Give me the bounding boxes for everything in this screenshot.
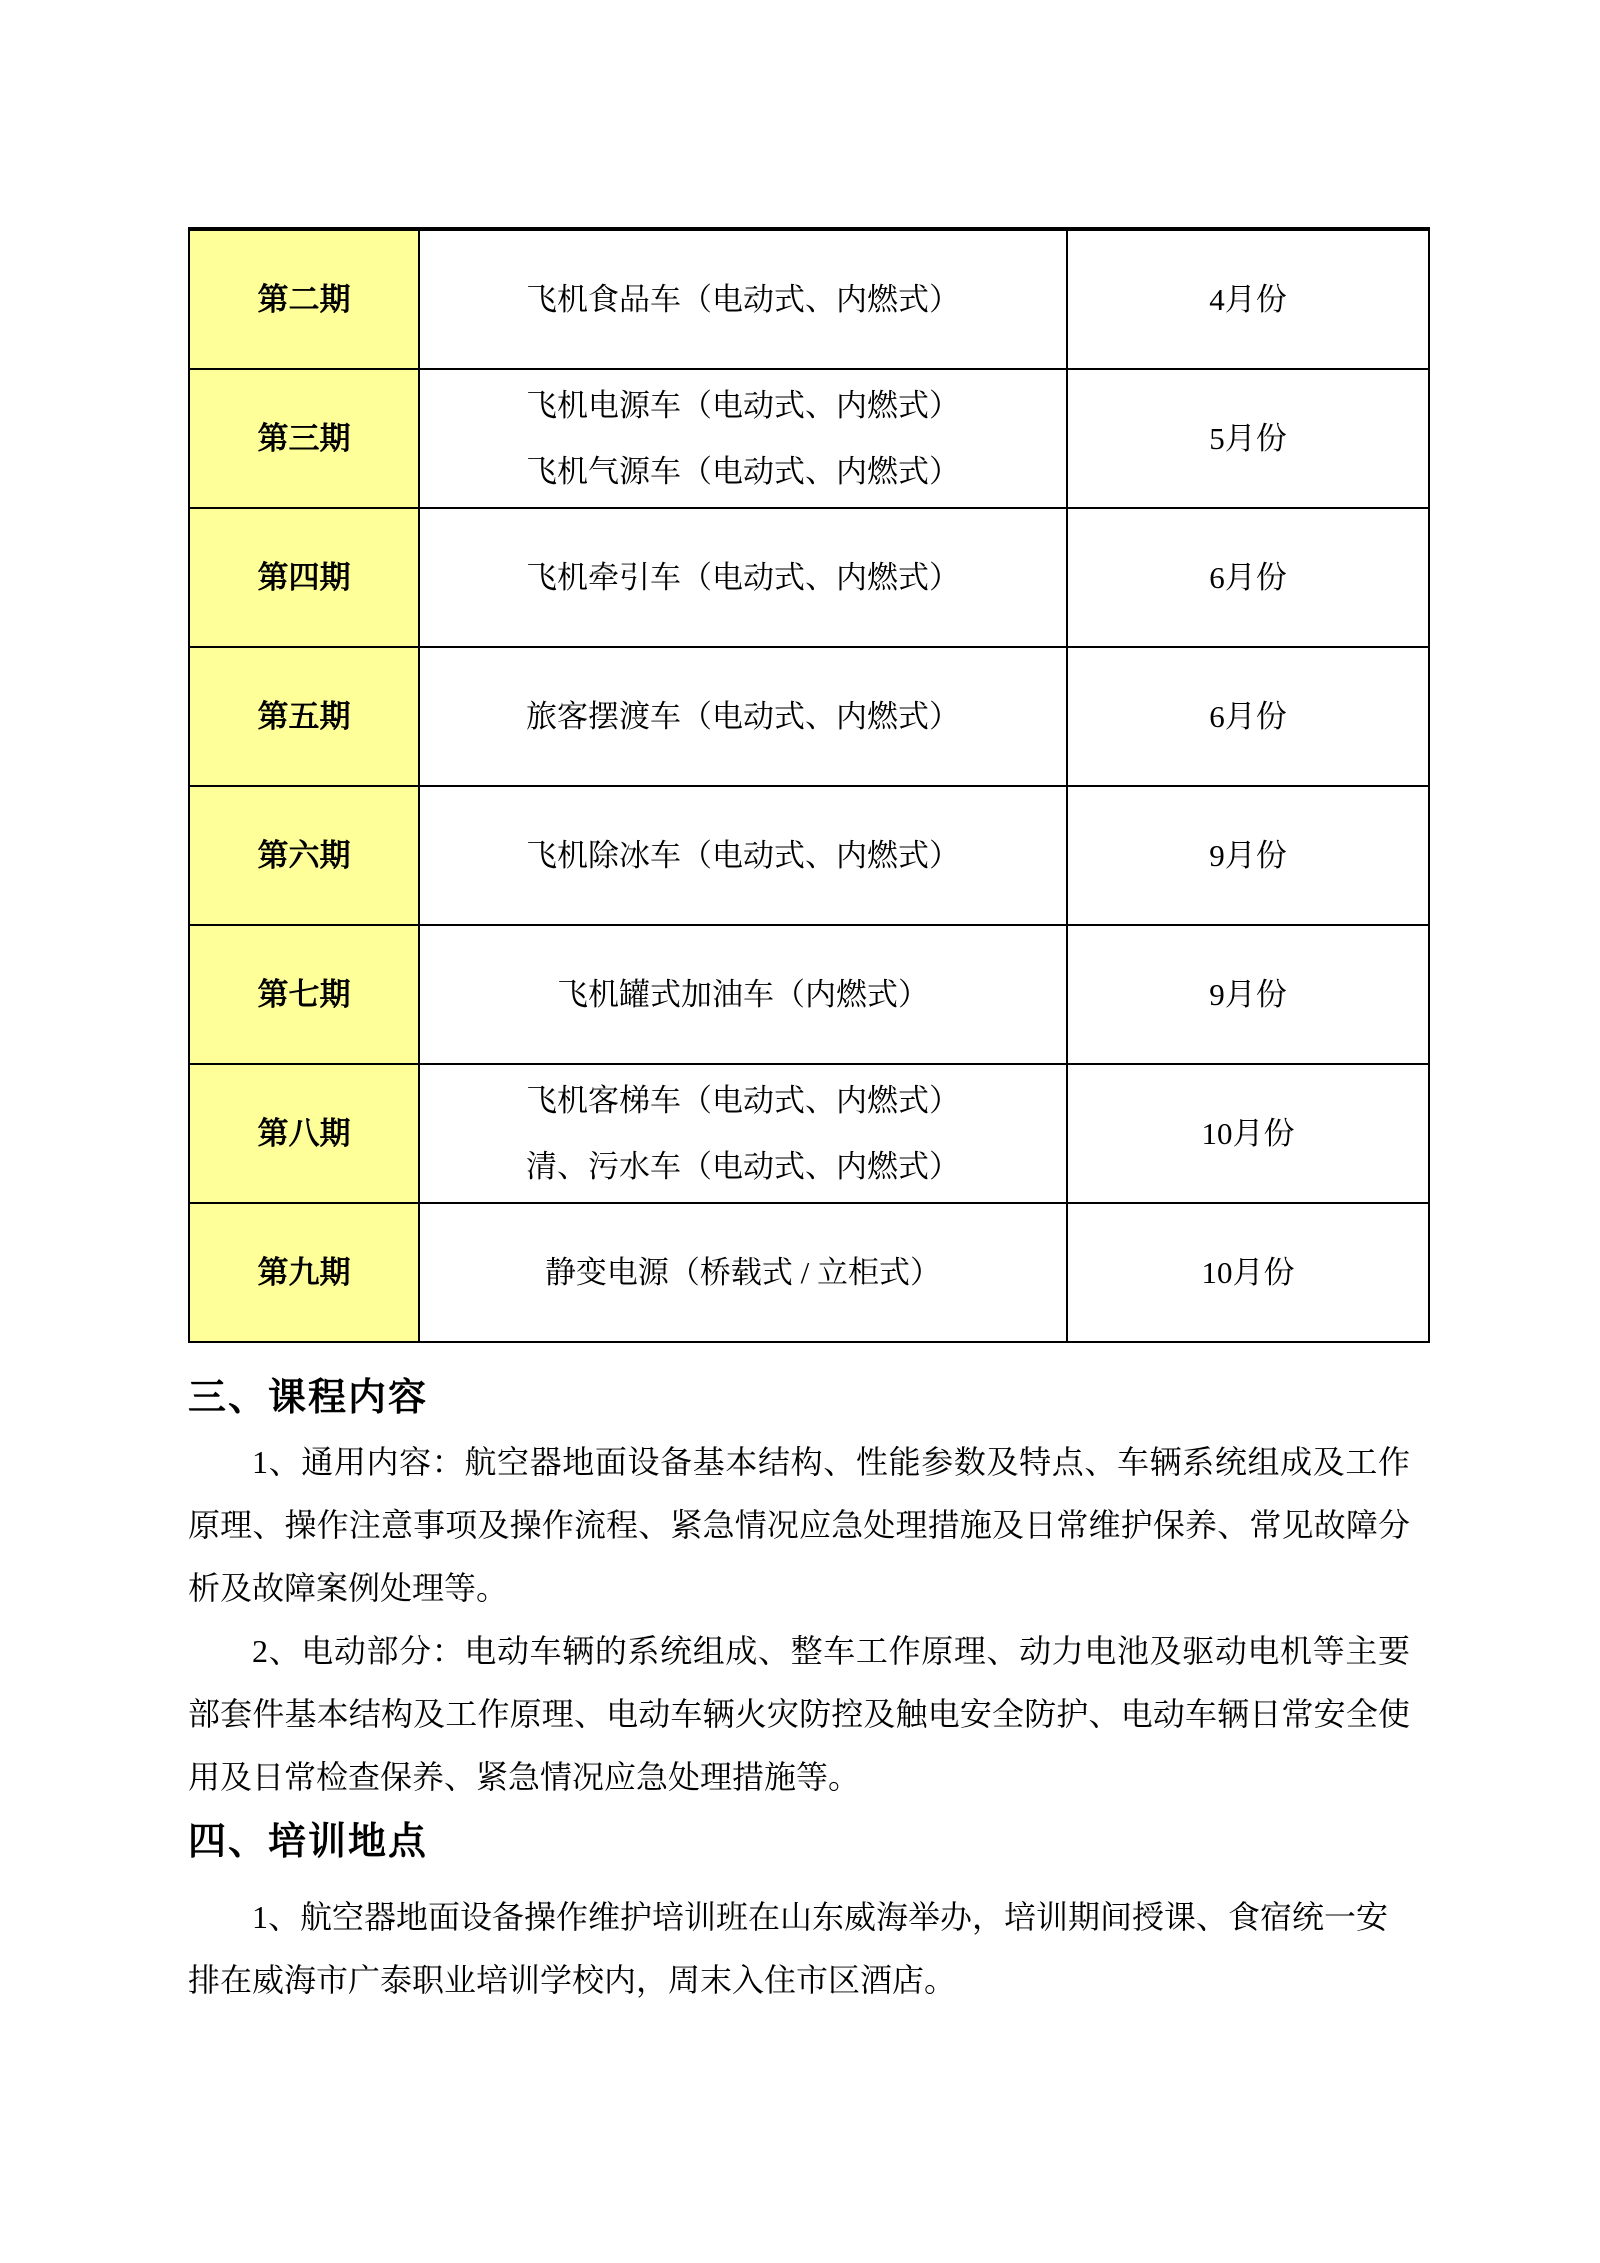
month-cell: 4月份 — [1067, 229, 1429, 369]
table-row — [189, 786, 1429, 925]
equipment-line: 清、污水车（电动式、内燃式） — [526, 1148, 960, 1184]
equipment-line: 飞机食品车（电动式、内燃式） — [526, 281, 960, 317]
equipment-cell — [419, 647, 1067, 786]
table-row — [189, 647, 1429, 786]
equipment-line: 飞机气源车（电动式、内燃式） — [526, 453, 960, 489]
period-cell: 第二期 — [189, 229, 419, 369]
training-schedule-table — [188, 227, 1430, 1343]
table-row — [189, 229, 1429, 369]
month-cell: 5月份 — [1067, 369, 1429, 508]
equipment-line: 飞机电源车（电动式、内燃式） — [526, 387, 960, 423]
equipment-cell — [419, 925, 1067, 1064]
period-cell: 第五期 — [189, 647, 419, 786]
equipment-cell — [419, 508, 1067, 647]
period-cell: 第三期 — [189, 369, 419, 508]
paragraph-electric-content: 2、电动部分：电动车辆的系统组成、整车工作原理、动力电池及驱动电机等主要部套件基本结构及工作原理、电动车辆火灾防控及触电安全防护、电动车辆日常安全使用及日常检查保养、紧急情况应急处理措施等。 — [188, 1633, 1410, 1795]
paragraph-training-location: 1、航空器地面设备操作维护培训班在山东威海举办，培训期间授课、食宿统一安排在威海市广泰职业培训学校内，周末入住市区酒店。 — [188, 1899, 1389, 1998]
equipment-line: 静变电源（桥载式 / 立柜式） — [544, 1254, 942, 1290]
table-row — [189, 508, 1429, 647]
month-cell: 6月份 — [1067, 508, 1429, 647]
period-cell: 第四期 — [189, 508, 419, 647]
table-row — [189, 1203, 1429, 1342]
table-row — [189, 369, 1429, 508]
table-row — [189, 1064, 1429, 1203]
month-cell: 9月份 — [1067, 786, 1429, 925]
month-cell: 6月份 — [1067, 647, 1429, 786]
equipment-cell — [419, 1203, 1067, 1342]
table-row — [189, 925, 1429, 1064]
equipment-cell — [419, 786, 1067, 925]
equipment-cell — [419, 1064, 1067, 1203]
equipment-line: 飞机除冰车（电动式、内燃式） — [526, 837, 960, 873]
section-heading-training-location: 四、培训地点 — [188, 1821, 429, 1863]
period-cell: 第八期 — [189, 1064, 419, 1203]
equipment-cell — [419, 369, 1067, 508]
period-cell: 第七期 — [189, 925, 419, 1064]
section-heading-course-content: 三、课程内容 — [188, 1377, 429, 1419]
equipment-line: 飞机牵引车（电动式、内燃式） — [526, 559, 960, 595]
equipment-line: 飞机罐式加油车（内燃式） — [557, 976, 929, 1012]
period-cell: 第六期 — [189, 786, 419, 925]
paragraph-general-content: 1、通用内容：航空器地面设备基本结构、性能参数及特点、车辆系统组成及工作原理、操作注意事项及操作流程、紧急情况应急处理措施及日常维护保养、常见故障分析及故障案例处理等。 — [188, 1444, 1410, 1606]
month-cell: 10月份 — [1067, 1203, 1429, 1342]
equipment-cell — [419, 229, 1067, 369]
month-cell: 9月份 — [1067, 925, 1429, 1064]
month-cell: 10月份 — [1067, 1064, 1429, 1203]
equipment-line: 飞机客梯车（电动式、内燃式） — [526, 1082, 960, 1118]
period-cell: 第九期 — [189, 1203, 419, 1342]
equipment-line: 旅客摆渡车（电动式、内燃式） — [526, 698, 960, 734]
